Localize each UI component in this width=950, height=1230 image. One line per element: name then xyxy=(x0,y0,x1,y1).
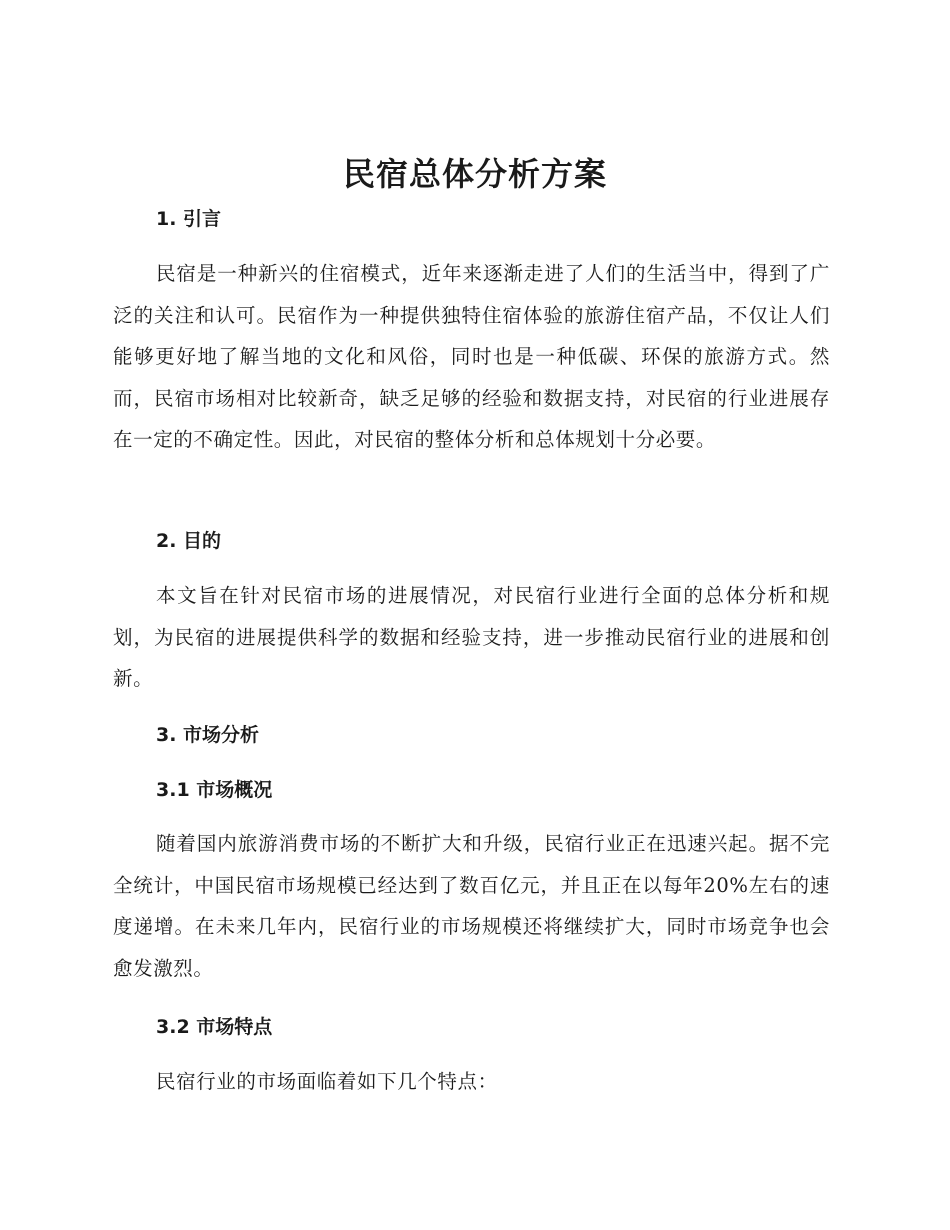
section-heading-market-overview: 3.1 市场概况 xyxy=(156,779,273,801)
paragraph-purpose: 本文旨在针对民宿市场的进展情况，对民宿行业进行全面的总体分析和规划，为民宿的进展提供科学的数据和经验支持，进一步推动民宿行业的进展和创新。 xyxy=(113,584,830,690)
paragraph-market-features: 民宿行业的市场面临着如下几个特点： xyxy=(156,1070,498,1093)
document-title: 民宿总体分析方案 xyxy=(342,155,607,193)
section-heading-market-features: 3.2 市场特点 xyxy=(156,1016,273,1038)
paragraph-market-overview: 随着国内旅游消费市场的不断扩大和升级，民宿行业正在迅速兴起。据不完全统计，中国民宿市场规模已经达到了数百亿元，并且正在以每年20%左右的速度递增。在未来几年内，民宿行业的市场规模还将继续扩大，同时市场竞争也会愈发激烈。 xyxy=(113,832,830,980)
paragraph-introduction: 民宿是一种新兴的住宿模式，近年来逐渐走进了人们的生活当中，得到了广泛的关注和认可。民宿作为一种提供独特住宿体验的旅游住宿产品，不仅让人们能够更好地了解当地的文化和风俗，同时也是一种低碳、环保的旅游方式。然而，民宿市场相对比较新奇，缺乏足够的经验和数据支持，对民宿的行业进展存在一定的不确定性。因此，对民宿的整体分析和总体规划十分必要。 xyxy=(113,262,830,451)
section-heading-market-analysis: 3. 市场分析 xyxy=(156,724,260,746)
section-heading-purpose: 2. 目的 xyxy=(156,530,222,552)
section-heading-introduction: 1. 引言 xyxy=(156,208,222,230)
